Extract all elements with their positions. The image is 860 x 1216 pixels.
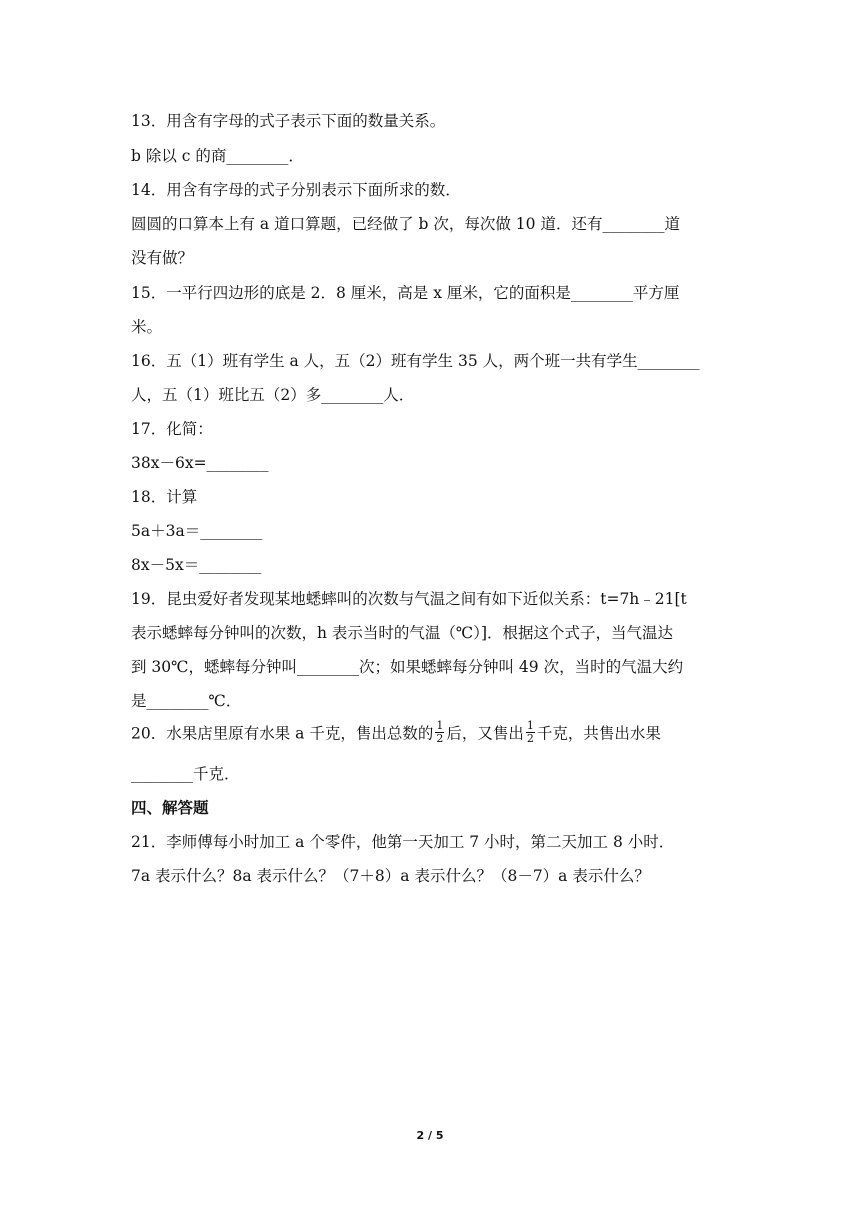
question-20-line1 [131,719,661,747]
fraction-denominator: 2 [526,732,534,745]
question-15-line1: 15．一平行四边形的底是 2．8 厘米，高是 x 厘米，它的面积是________平方厘 [131,284,680,302]
fraction-one-half [526,720,535,745]
fraction-one-half [435,720,444,745]
question-13-prompt: 13．用含有字母的式子表示下面的数量关系。 [131,112,446,130]
section-heading: 四、解答题 [131,798,209,817]
question-13-item: b 除以 c 的商________． [131,147,304,165]
question-15-line2: 米。 [131,318,163,336]
page-number: 2 / 5 [416,1129,444,1142]
question-18-expression-2: 8x－5x＝________ [131,556,262,574]
question-21-line1: 21．李师傅每小时加工 a 个零件，他第一天加工 7 小时，第二天加工 8 小时． [131,833,675,851]
question-17-prompt: 17．化简： [131,420,213,438]
question-16-line1: 16．五（1）班有学生 a 人，五（2）班有学生 35 人，两个班一共有学生________ [131,352,700,370]
question-17-expression: 38x－6x=________ [131,454,269,472]
question-20-text-part3: 千克，共售出水果 [536,724,661,743]
question-14-text-line1: 圆圆的口算本上有 a 道口算题，已经做了 b 次，每次做 10 道．还有________道 [131,215,680,233]
fraction-denominator: 2 [436,732,444,745]
question-20-text-part1: 20．水果店里原有水果 a 千克，售出总数的 [131,724,434,743]
question-19-line1: 19．昆虫爱好者发现某地蟋蟀叫的次数与气温之间有如下近似关系：t=7h﹣21[t [131,590,687,608]
question-19-line2: 表示蟋蟀每分钟叫的次数，h 表示当时的气温（℃）]．根据这个式子，当气温达 [131,624,674,642]
question-16-line2: 人，五（1）班比五（2）多________人． [131,386,415,404]
question-14-text-line2: 没有做？ [131,249,194,267]
question-18-expression-1: 5a＋3a＝________ [131,522,263,540]
question-19-line4: 是________℃． [131,692,242,710]
question-21-line2: 7a 表示什么？8a 表示什么？（7＋8）a 表示什么？（8－7）a 表示什么？ [131,867,650,885]
question-20-line2: ________千克． [131,765,240,783]
question-14-prompt: 14．用含有字母的式子分别表示下面所求的数． [131,181,461,199]
question-20-text-part2: 后，又售出 [446,724,524,743]
fraction-numerator: 1 [526,719,534,732]
question-19-line3: 到 30℃，蟋蟀每分钟叫________次；如果蟋蟀每分钟叫 49 次，当时的气温大约 [131,658,684,676]
question-18-prompt: 18．计算 [131,488,198,506]
fraction-numerator: 1 [436,719,444,732]
